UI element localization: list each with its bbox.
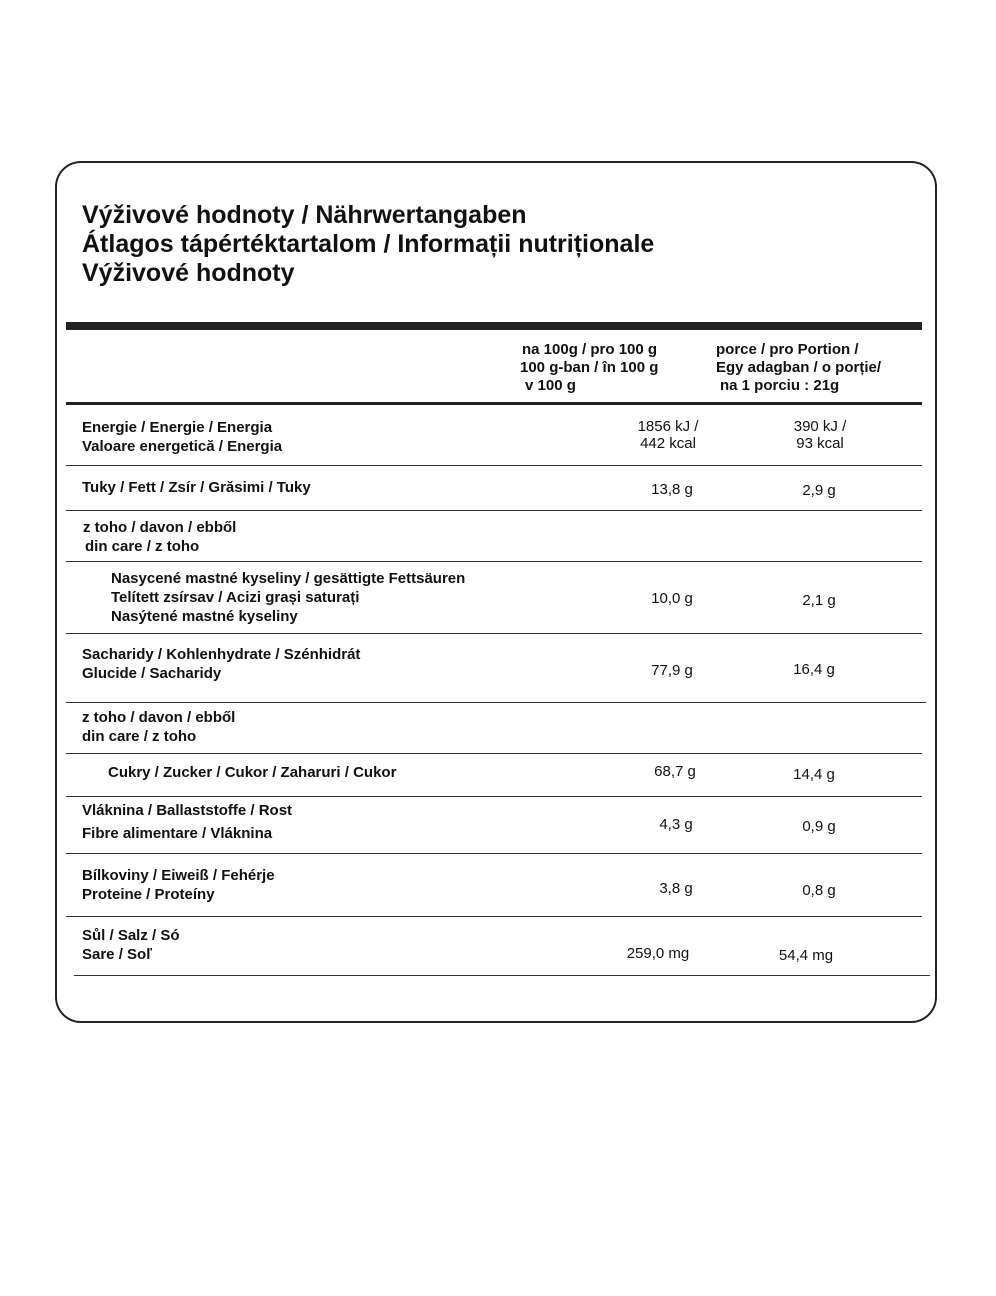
row-divider (66, 702, 926, 703)
value-line: 68,7 g (654, 763, 696, 780)
value-line: 93 kcal (796, 435, 844, 452)
value-per-portion-fibre (772, 818, 866, 835)
value-line: 259,0 mg (626, 945, 690, 962)
value-per-100g-saturated (622, 590, 722, 607)
header-per-portion-line: porce / pro Portion / (716, 341, 859, 358)
row-divider (66, 465, 922, 466)
row-label-of-which-fat (83, 518, 236, 556)
value-line: 0,9 g (802, 818, 836, 835)
label-line: Sacharidy / Kohlenhydrate / Szénhidrát (82, 646, 361, 663)
row-divider (66, 510, 922, 511)
row-label-fibre (82, 801, 292, 843)
row-divider (66, 753, 922, 754)
header-per-100g-line: v 100 g (525, 377, 576, 394)
value-line: 3,8 g (659, 880, 693, 897)
row-label-fat (82, 478, 311, 497)
row-label-saturated (111, 569, 465, 626)
value-line: 442 kcal (640, 435, 696, 452)
value-per-portion-sugars (766, 766, 862, 783)
value-line: 2,9 g (802, 482, 836, 499)
value-per-100g-fat (622, 481, 722, 498)
value-per-portion-saturated (772, 592, 866, 609)
row-divider (66, 916, 922, 917)
row-divider (66, 796, 922, 797)
row-divider (66, 633, 922, 634)
header-per-portion (716, 341, 881, 395)
value-per-100g-salt (606, 945, 710, 962)
header-per-100g-line: na 100g / pro 100 g (522, 341, 658, 358)
label-line: Cukry / Zucker / Cukor / Zaharuri / Cukor (108, 764, 397, 781)
row-divider (66, 561, 922, 562)
label-line: Telített zsírsav / Acizi grași saturați (111, 589, 360, 606)
value-per-100g-carbohydrates (622, 662, 722, 679)
header-per-portion-line: Egy adagban / o porție/ (716, 359, 882, 376)
label-line: din care / z toho (85, 538, 200, 555)
value-per-portion-protein (772, 882, 866, 899)
title-line-1: Výživové hodnoty / Nährwertangaben (82, 201, 527, 229)
value-per-100g-protein (626, 880, 726, 897)
value-per-100g-sugars (622, 763, 728, 780)
row-label-carbohydrates (82, 645, 360, 683)
label-line: Proteine / Proteíny (82, 886, 215, 903)
label-line: Bílkoviny / Eiweiß / Fehérje (82, 867, 275, 884)
label-line: Fibre alimentare / Vláknina (82, 825, 273, 842)
label-line: Sůl / Salz / Só (82, 927, 180, 944)
label-line: z toho / davon / ebből (82, 709, 236, 726)
header-per-100g-line: 100 g-ban / în 100 g (520, 359, 659, 376)
label-line: z toho / davon / ebből (83, 519, 237, 536)
label-line: Sare / Soľ (82, 946, 152, 963)
value-per-portion-salt (756, 947, 856, 964)
label-line: Tuky / Fett / Zsír / Grăsimi / Tuky (82, 479, 311, 496)
label-line: Glucide / Sacharidy (82, 665, 222, 682)
row-divider (66, 853, 922, 854)
value-per-portion-carbohydrates (766, 661, 862, 678)
row-divider (74, 975, 930, 976)
value-line: 16,4 g (793, 661, 835, 678)
header-per-100g (520, 341, 658, 395)
label-line: Vláknina / Ballaststoffe / Rost (82, 802, 293, 819)
value-line: 77,9 g (651, 662, 693, 679)
header-bottom-rule (66, 402, 922, 405)
title-line-3: Výživové hodnoty (82, 259, 295, 287)
header-per-portion-line: na 1 porciu : 21g (720, 377, 840, 394)
row-label-sugars (108, 763, 396, 782)
value-line: 4,3 g (659, 816, 693, 833)
value-per-portion-fat (772, 482, 866, 499)
value-per-portion-energy (768, 418, 872, 452)
value-line: 1856 kJ / (637, 418, 699, 435)
value-per-100g-fibre (626, 816, 726, 833)
title-line-2: Átlagos tápértéktartalom / Informații nutriționale (82, 230, 655, 258)
value-line: 0,8 g (802, 882, 836, 899)
row-label-salt (82, 926, 180, 964)
header-top-rule (66, 322, 922, 330)
label-line: Nasycené mastné kyseliny / gesättigte Fettsäuren (111, 570, 466, 587)
value-line: 13,8 g (651, 481, 693, 498)
value-line: 2,1 g (802, 592, 836, 609)
label-line: Energie / Energie / Energia (82, 419, 273, 436)
value-per-100g-energy (612, 418, 724, 452)
value-line: 390 kJ / (793, 418, 847, 435)
label-line: Valoare energetică / Energia (82, 438, 283, 455)
value-line: 10,0 g (651, 590, 693, 607)
value-line: 14,4 g (793, 766, 835, 783)
row-label-protein (82, 866, 275, 904)
row-label-of-which-carbs (82, 708, 235, 746)
row-label-energy (82, 418, 282, 456)
label-line: Nasýtené mastné kyseliny (111, 608, 298, 625)
value-line: 54,4 mg (778, 947, 834, 964)
label-line: din care / z toho (82, 728, 197, 745)
